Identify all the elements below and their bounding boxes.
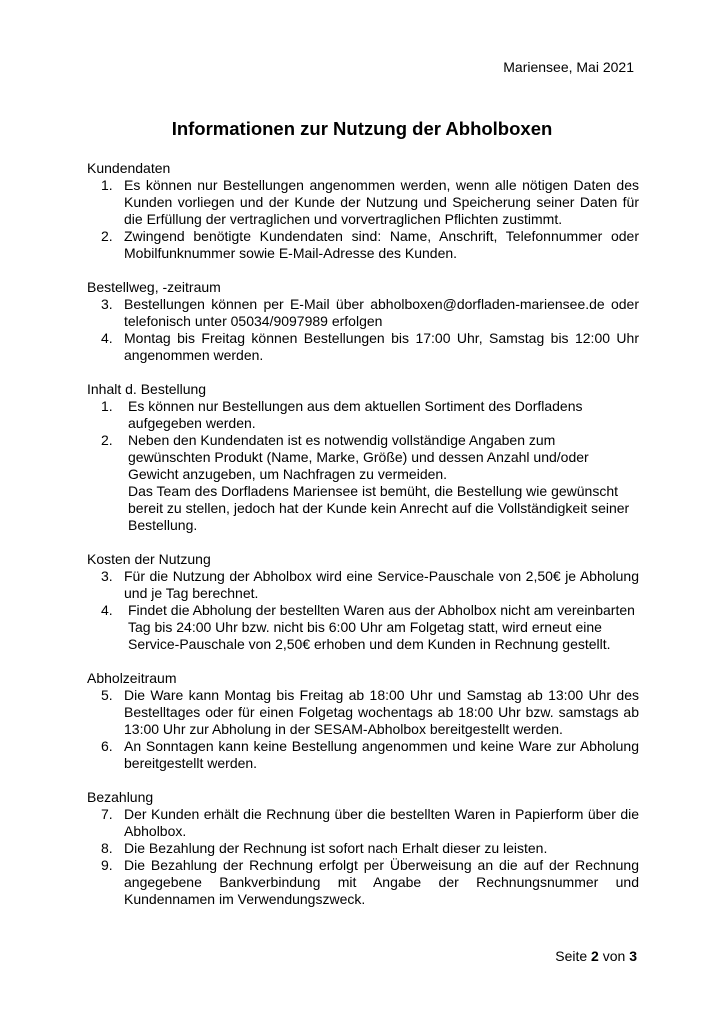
page-number	[555, 948, 637, 964]
section-bestellweg	[87, 279, 639, 364]
list-item-text: Zwingend benötigte Kundendaten sind: Name, Anschrift, Telefonnummer oder Mobilfunknummer sowie E-Mail-Adresse des Kunden.	[124, 228, 639, 261]
list-item-text-continued: Das Team des Dorfladens Mariensee ist bemüht, die Bestellung wie gewünscht bereit zu stellen, jedoch hat der Kunde kein Anrecht auf die Vollständigkeit seiner Bestellung.	[128, 483, 630, 533]
list-item	[87, 857, 639, 908]
list-item-text: Bestellungen können per E-Mail über abholboxen@dorfladen-mariensee.de oder telefonisch unter 05034/9097989 erfolgen	[124, 296, 639, 329]
list-number: 5.	[101, 687, 113, 703]
document-title: Informationen zur Nutzung der Abholboxen	[171, 118, 553, 139]
section-heading: Kosten der Nutzung	[87, 551, 211, 567]
list-number: 2.	[101, 432, 113, 448]
numbered-list	[87, 568, 639, 653]
list-item-text: Montag bis Freitag können Bestellungen bis 17:00 Uhr, Samstag bis 12:00 Uhr angenommen werden.	[124, 330, 639, 363]
list-item	[87, 296, 639, 330]
list-item-text: Es können nur Bestellungen angenommen werden, wenn alle nötigen Daten des Kunden vorliegen und der Kunde der Nutzung und Speicherung seiner Daten für die Erfüllung der vertraglichen und vorvertraglichen Pflichten zustimmt.	[124, 177, 639, 227]
list-item-text: Findet die Abholung der bestellten Waren aus der Abholbox nicht am vereinbarten Tag bis 24:00 Uhr bzw. nicht bis 6:00 Uhr am Folgetag statt, wird erneut eine Service-Pauschale von 2,50€ erhoben und dem Kunden in Rechnung gestellt.	[128, 602, 635, 652]
list-item	[87, 432, 639, 534]
list-item	[87, 602, 639, 653]
page-number-current: 2	[591, 948, 599, 964]
numbered-list	[87, 177, 639, 262]
section-heading: Abholzeitraum	[87, 670, 177, 686]
page-number-middle: von	[602, 948, 626, 964]
numbered-list	[87, 687, 639, 772]
list-number: 3.	[101, 568, 113, 584]
page-number-prefix: Seite	[555, 948, 588, 964]
list-item	[87, 687, 639, 738]
list-item-text: Es können nur Bestellungen aus dem aktuellen Sortiment des Dorfladens aufgegeben werden.	[128, 398, 583, 431]
section-inhalt-bestellung	[87, 381, 639, 534]
list-number: 4.	[101, 602, 113, 618]
numbered-list	[87, 806, 639, 908]
section-heading: Kundendaten	[87, 160, 171, 176]
list-number: 6.	[101, 738, 113, 754]
list-item	[87, 398, 639, 432]
list-item	[87, 738, 639, 772]
section-bezahlung	[87, 789, 639, 908]
page-number-total: 3	[629, 948, 637, 964]
list-number: 7.	[101, 806, 113, 822]
list-number: 3.	[101, 296, 113, 312]
list-number: 2.	[101, 228, 113, 244]
list-item	[87, 840, 639, 857]
list-item	[87, 228, 639, 262]
section-heading: Bezahlung	[87, 789, 154, 805]
list-item	[87, 806, 639, 840]
list-item-text: Neben den Kundendaten ist es notwendig vollständige Angaben zum gewünschten Produkt (Name, Marke, Größe) und dessen Anzahl und/oder Gewicht anzugeben, um Nachfragen zu vermeiden.	[128, 432, 589, 482]
list-item	[87, 568, 639, 602]
list-item-text: Der Kunden erhält die Rechnung über die bestellten Waren in Papierform über die Abholbox.	[124, 806, 639, 839]
list-item	[87, 177, 639, 228]
numbered-list	[87, 296, 639, 364]
section-heading: Bestellweg, -zeitraum	[87, 279, 221, 295]
list-number: 8.	[101, 840, 113, 856]
dateline: Mariensee, Mai 2021	[503, 59, 634, 75]
section-kosten-nutzung	[87, 551, 639, 653]
list-item-text: Die Bezahlung der Rechnung ist sofort nach Erhalt dieser zu leisten.	[124, 840, 548, 856]
document-body	[87, 160, 639, 925]
list-number: 9.	[101, 857, 113, 873]
list-number: 1.	[101, 177, 113, 193]
numbered-list	[87, 398, 639, 534]
section-kundendaten	[87, 160, 639, 262]
list-number: 1.	[101, 398, 113, 414]
list-item-text: Die Bezahlung der Rechnung erfolgt per Überweisung an die auf der Rechnung angegebene Bankverbindung mit Angabe der Rechnungsnummer und Kundennamen im Verwendungszweck.	[124, 857, 639, 907]
list-number: 4.	[101, 330, 113, 346]
section-abholzeitraum	[87, 670, 639, 772]
list-item-text: Die Ware kann Montag bis Freitag ab 18:00 Uhr und Samstag ab 13:00 Uhr des Bestelltages oder für einen Folgetag wochentags ab 18:00 Uhr bzw. samstags ab 13:00 Uhr zur Abholung in der SESAM-Abholbox bereitgestellt werden.	[124, 687, 639, 737]
list-item-text: Für die Nutzung der Abholbox wird eine Service-Pauschale von 2,50€ je Abholung und je Tag berechnet.	[124, 568, 639, 601]
list-item-text: An Sonntagen kann keine Bestellung angenommen und keine Ware zur Abholung bereitgestellt werden.	[124, 738, 639, 771]
section-heading: Inhalt d. Bestellung	[87, 381, 207, 397]
list-item	[87, 330, 639, 364]
